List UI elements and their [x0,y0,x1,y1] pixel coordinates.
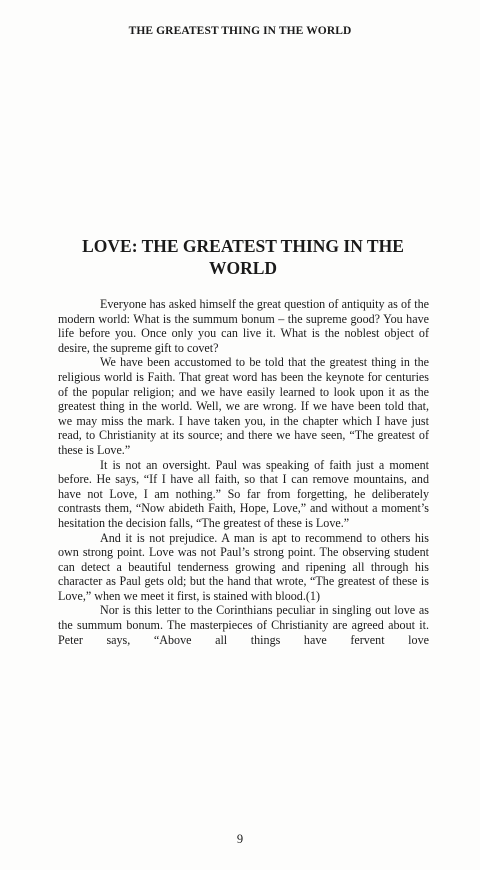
paragraph: Everyone has asked himself the great question of antiquity as of the modern world: What is the summum bonum – the supreme good? You have life before you. Once only you can live it. What is the noblest object of desire, the supreme gift to covet? [58,297,429,355]
chapter-title: LOVE: THE GREATEST THING IN THE WORLD [82,236,404,278]
page-number: 9 [236,832,244,846]
paragraph: We have been accustomed to be told that the greatest thing in the religious world is Faith. That great word has been the keynote for centuries of the popular religion; and we have easily learned to look upon it as the greatest thing in the world. Well, we are wrong. If we have been told that, we may miss the mark. I have taken you, in the chapter which I have just read, to Christianity at its source; and there we have seen, “The greatest of these is Love.” [58,355,429,457]
body-text [58,297,429,647]
paragraph: Nor is this letter to the Corinthians peculiar in singling out love as the summum bonum. The masterpieces of Christianity are agreed about it. Peter says, “Above all things have fervent love [58,603,429,647]
paragraph: It is not an oversight. Paul was speaking of faith just a moment before. He says, “If I have all faith, so that I can remove mountains, and have not Love, I am nothing.” So far from forgetting, he deliberately contrasts them, “Now abideth Faith, Hope, Love,” and without a moment’s hesitation the decision falls, “The greatest of these is Love.” [58,457,429,530]
running-head: THE GREATEST THING IN THE WORLD [128,25,352,37]
paragraph: And it is not prejudice. A man is apt to recommend to others his own strong point. Love was not Paul’s strong point. The observing student can detect a beautiful tenderness growing and ripening all through his character as Paul gets old; but the hand that wrote, “The greatest of these is Love,” when we meet it first, is stained with blood.(1) [58,530,429,603]
